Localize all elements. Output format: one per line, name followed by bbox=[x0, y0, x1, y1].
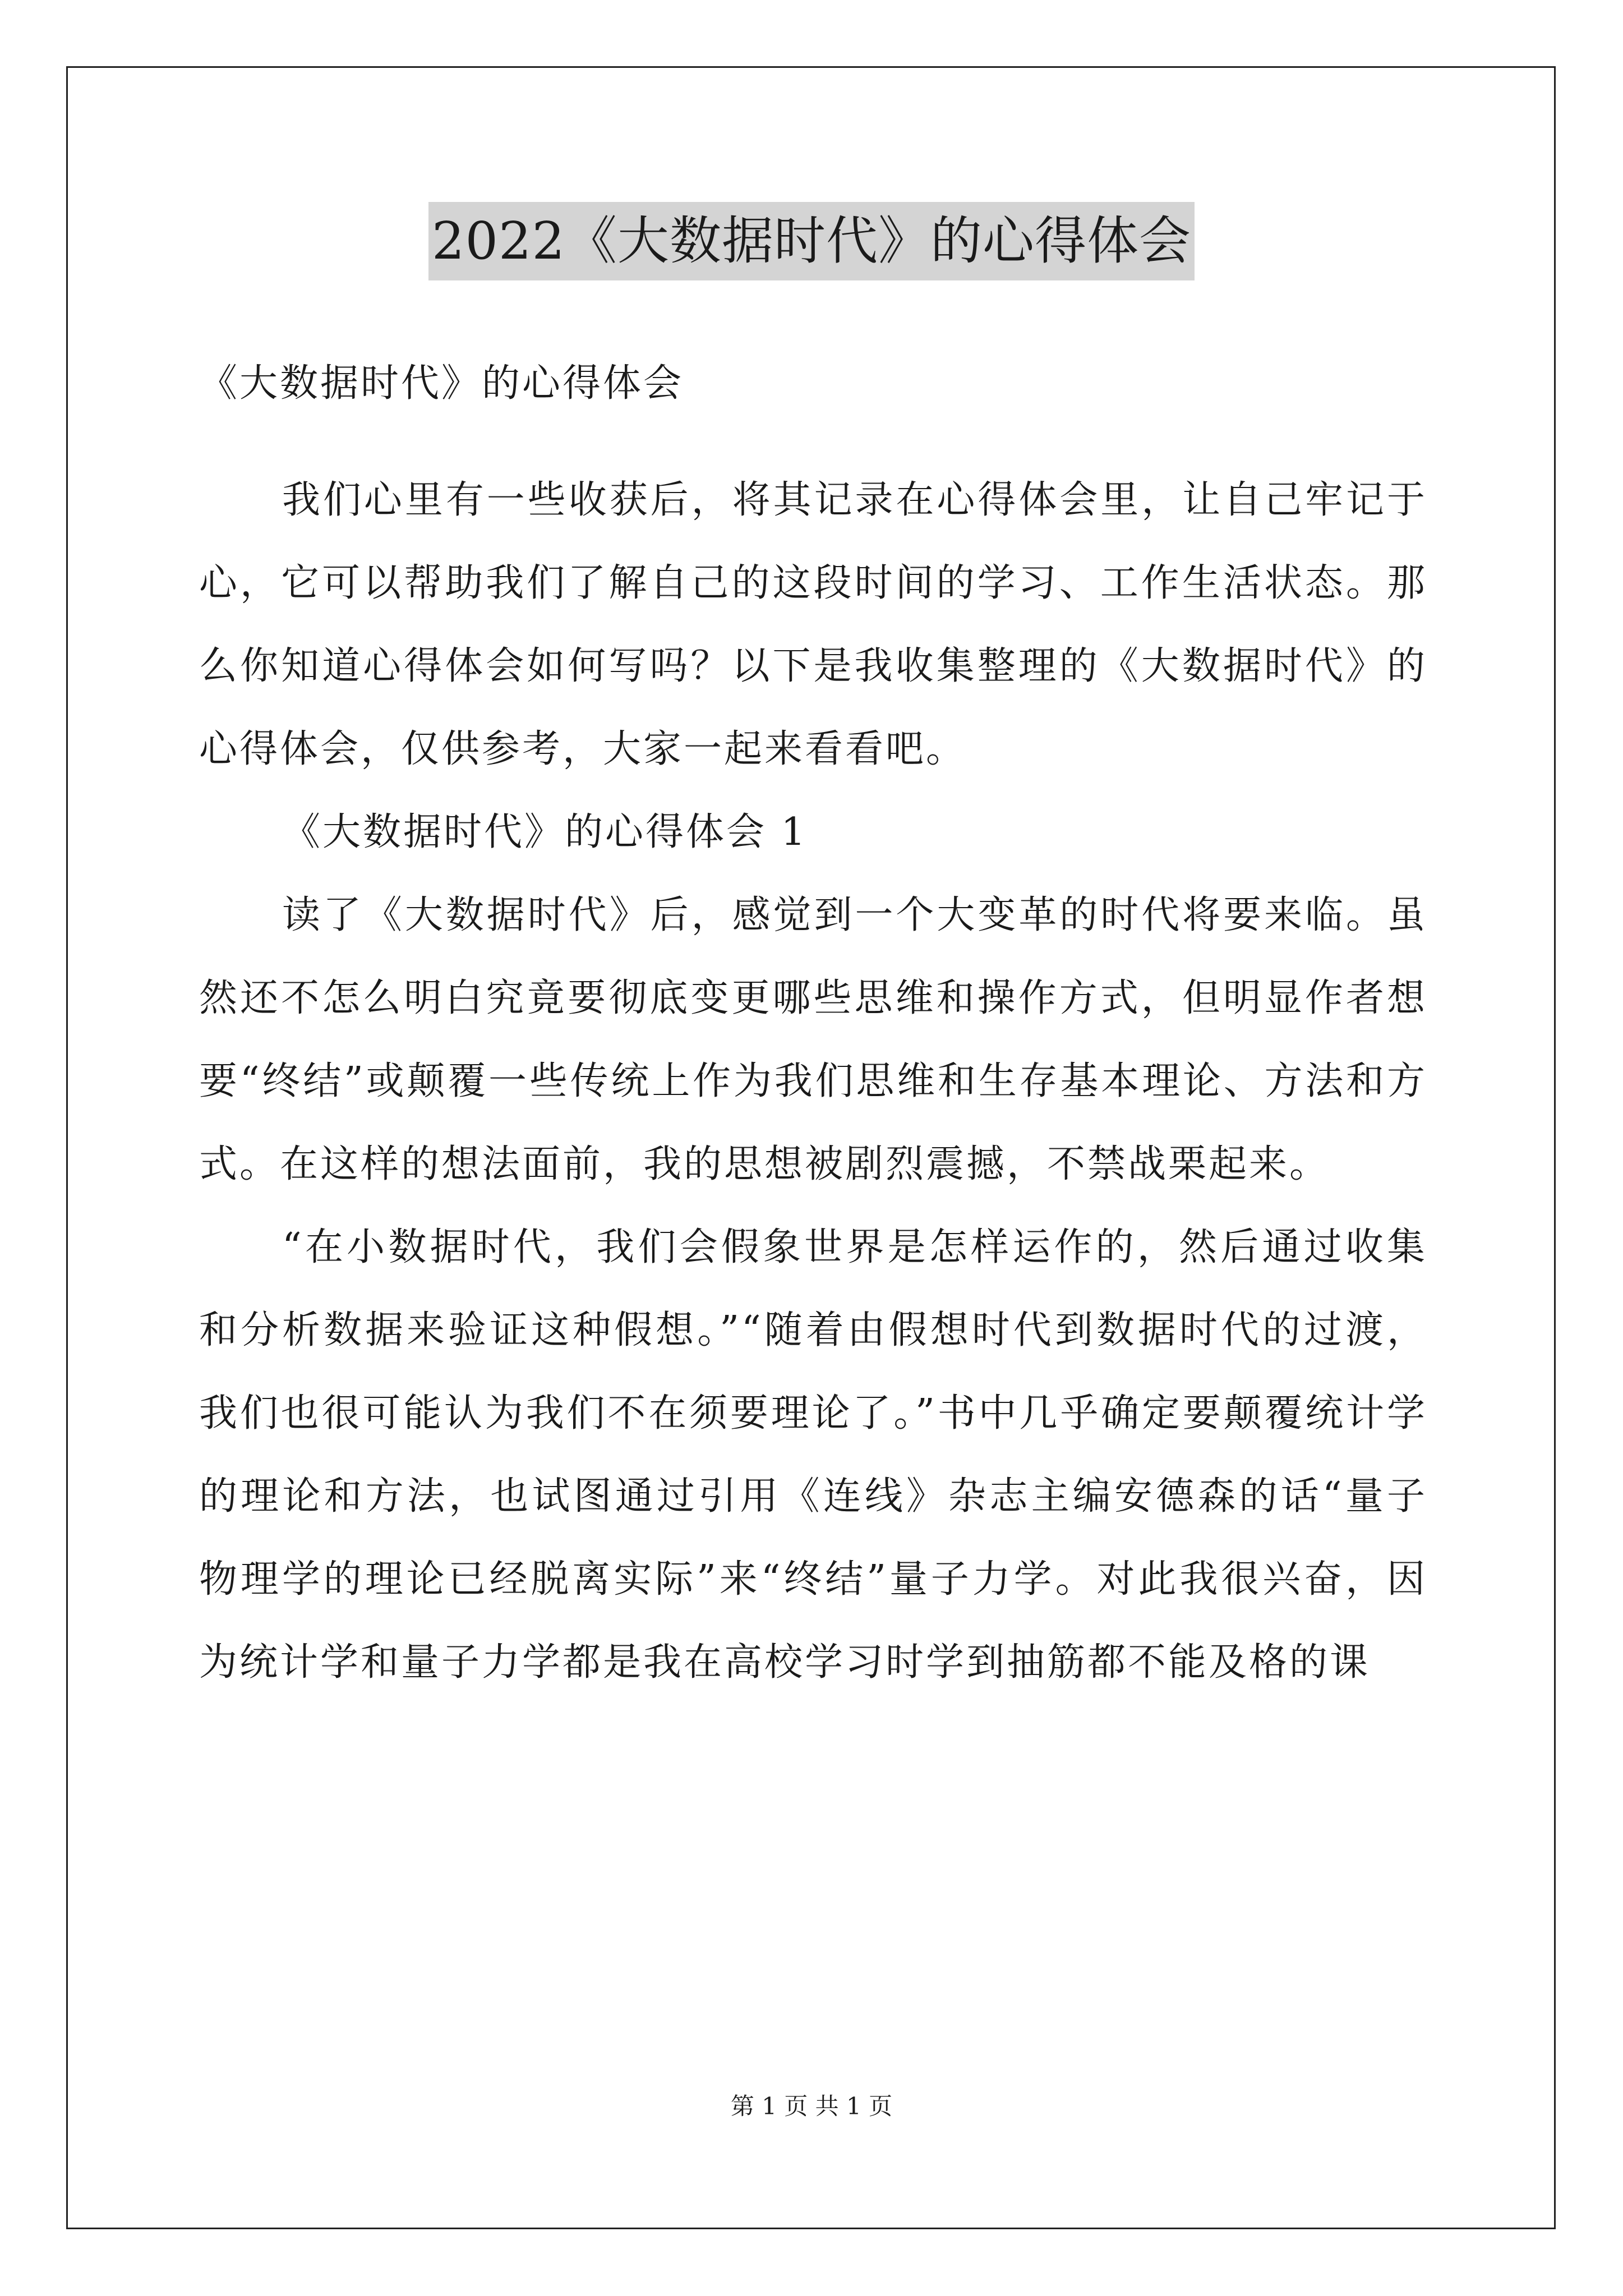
title-container bbox=[0, 202, 1623, 280]
body-paragraph: “在小数据时代，我们会假象世界是怎样运作的，然后通过收集和分析数据来验证这种假想。”“随着由假想时代到数据时代的过渡，我们也很可能认为我们不在须要理论了。”书中几乎确定要颠覆统计学的理论和方法，也试图通过引用《连线》杂志主编安德森的话“量子物理学的理论已经脱离实际”来“终结”量子力学。对此我很兴奋，因为统计学和量子力学都是我在高校学习时学到抽筋都不能及格的课 bbox=[199, 1225, 1427, 1685]
document-body bbox=[199, 342, 1427, 1704]
body-paragraph: 读了《大数据时代》后，感觉到一个大变革的时代将要来临。虽然还不怎么明白究竟要彻底变更哪些思维和操作方式，但明显作者想要“终结”或颠覆一些传统上作为我们思维和生存基本理论、方法和方式。在这样的想法面前，我的思想被剧烈震撼，不禁战栗起来。 bbox=[199, 893, 1427, 1186]
subtitle-paragraph: 《大数据时代》的心得体会 bbox=[199, 361, 684, 406]
document-title: 2022《大数据时代》的心得体会 bbox=[428, 202, 1195, 280]
page-footer: 第 1 页 共 1 页 bbox=[730, 2092, 893, 2120]
section-heading: 《大数据时代》的心得体会 1 bbox=[282, 810, 808, 854]
intro-paragraph: 我们心里有一些收获后，将其记录在心得体会里，让自己牢记于心，它可以帮助我们了解自己的这段时间的学习、工作生活状态。那么你知道心得体会如何写吗？以下是我收集整理的《大数据时代》的心得体会，仅供参考，大家一起来看看吧。 bbox=[199, 478, 1427, 771]
